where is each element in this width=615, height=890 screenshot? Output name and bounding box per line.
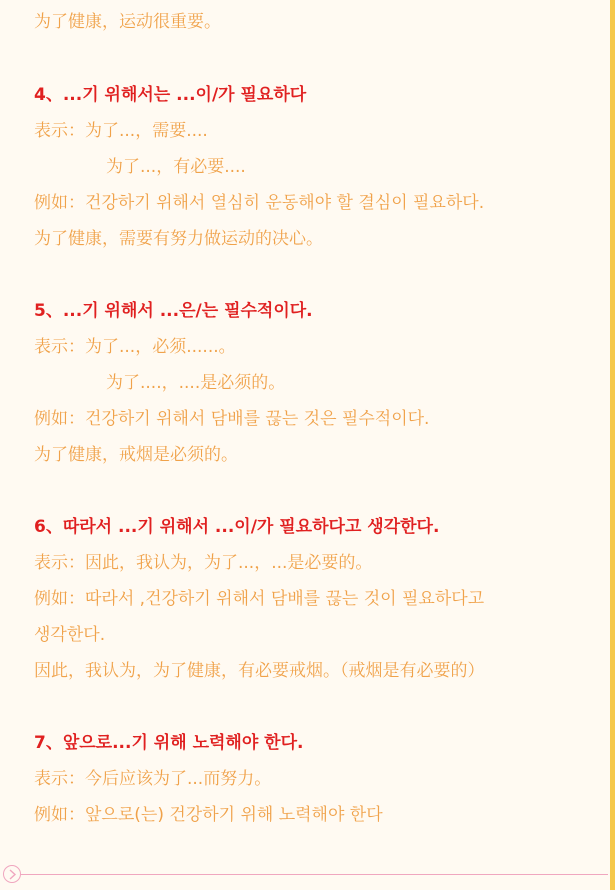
text-line: 例如：건강하기 위해서 담배를 끊는 것은 필수적이다.: [34, 409, 430, 429]
section-heading-7: 7、앞으로...기 위해 노력해야 한다.: [34, 733, 304, 753]
section-heading-6: 6、따라서 ...기 위해서 ...이/가 필요하다고 생각한다.: [34, 517, 440, 537]
text-line: 表示：因此，我认为，为了...，...是必要的。: [34, 553, 373, 573]
text-line: 为了...，有必要....: [106, 157, 246, 177]
text-line: 因此，我认为，为了健康，有必要戒烟。（戒烟是有必要的）: [34, 661, 485, 681]
text-line: 为了健康，戒烟是必须的。: [34, 445, 238, 465]
text-line: 생각한다.: [34, 625, 106, 645]
text-line: 表示：今后应该为了...而努力。: [34, 769, 272, 789]
text-line: 例如：따라서 ,건강하기 위해서 담배를 끊는 것이 필요하다고: [34, 589, 485, 609]
accent-bar: [610, 0, 615, 890]
text-line: 为了健康，运动很重要。: [34, 12, 221, 32]
text-line: 为了健康，需要有努力做运动的决心。: [34, 229, 323, 249]
text-line: 例如：건강하기 위해서 열심히 운동해야 할 결심이 필요하다.: [34, 193, 485, 213]
text-line: 表示：为了...，需要....: [34, 121, 208, 141]
text-line: 例如：앞으로(는) 건강하기 위해 노력해야 한다: [34, 805, 383, 825]
text-line: 表示：为了...，必须......。: [34, 337, 236, 357]
text-line: 为了....，....是必须的。: [106, 373, 286, 393]
chevron-right-icon: [8, 869, 17, 880]
section-heading-5: 5、...기 위해서 ...은/는 필수적이다.: [34, 301, 313, 321]
section-heading-4: 4、...기 위해서는 ...이/가 필요하다: [34, 85, 307, 105]
next-button[interactable]: [3, 865, 21, 883]
divider: [20, 874, 608, 875]
